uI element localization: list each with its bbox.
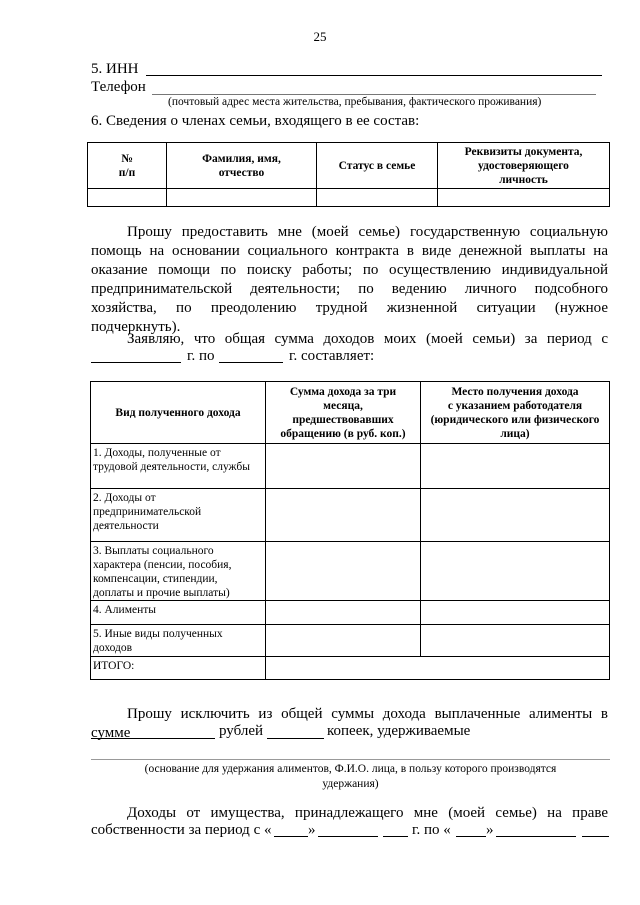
income-source-cell[interactable]: [421, 489, 610, 542]
table-row: [91, 657, 610, 680]
family-cell-number[interactable]: [88, 189, 167, 207]
table-row: [91, 489, 610, 542]
request-line: оказание помощи по поиску работы; по осуществлению индивидуальной: [91, 262, 608, 278]
property-start-day-input[interactable]: [274, 836, 308, 837]
property-start-year-input[interactable]: [383, 836, 408, 837]
request-line: Прошу предоставить мне (моей семье) государственную социальную: [127, 224, 608, 240]
request-paragraph: [91, 223, 608, 337]
income-total-cell[interactable]: [266, 657, 610, 680]
income-total-label: ИТОГО:: [91, 657, 266, 680]
income-row-label: 4. Алименты: [91, 601, 266, 625]
request-line: хозяйства, по преодолению трудной жизненной ситуации (нужное: [91, 300, 608, 316]
period-mid-label: г. по: [187, 348, 215, 364]
family-heading: 6. Сведения о членах семьи, входящего в ее состав:: [91, 113, 420, 129]
period-start-input[interactable]: [91, 362, 181, 363]
alimony-kopecks-label: копеек, удерживаемые: [327, 723, 471, 739]
income-statement: [91, 330, 608, 349]
request-line: подчеркнуть).: [91, 319, 181, 335]
property-period-start-label: собственности за период с «: [91, 822, 272, 838]
income-header-type: Вид полученного дохода: [91, 382, 266, 444]
income-source-cell[interactable]: [421, 625, 610, 657]
alimony-kopecks-input[interactable]: [267, 738, 324, 739]
income-source-cell[interactable]: [421, 601, 610, 625]
alimony-rubles-input[interactable]: [91, 738, 215, 739]
property-end-year-input[interactable]: [582, 836, 609, 837]
income-table: [90, 381, 610, 680]
income-row-label: 2. Доходы от предпринимательской деятельности: [91, 489, 266, 542]
family-header-status: Статус в семье: [317, 143, 438, 189]
family-header-number: № п/п: [88, 143, 167, 189]
income-source-cell[interactable]: [421, 542, 610, 601]
alimony-caption: (основание для удержания алиментов, Ф.И.О. лица, в пользу которого производятся удержания): [144, 763, 557, 790]
page-number: 25: [313, 29, 327, 44]
alimony-basis-input[interactable]: [91, 759, 610, 760]
alimony-rubles-label: рублей: [219, 723, 264, 739]
income-header-source: Место получения дохода с указанием работодателя (юридического или физического лица): [421, 382, 610, 444]
income-amount-cell[interactable]: [266, 601, 421, 625]
income-row-label: 5. Иные виды полученных доходов: [91, 625, 266, 657]
income-statement-line: Заявляю, что общая сумма доходов моих (моей семьи) за период с: [127, 331, 608, 347]
address-caption: (почтовый адрес места жительства, пребывания, фактического проживания): [168, 96, 542, 108]
table-row: [91, 444, 610, 489]
income-amount-cell[interactable]: [266, 625, 421, 657]
income-source-cell[interactable]: [421, 444, 610, 489]
income-amount-cell[interactable]: [266, 542, 421, 601]
income-amount-cell[interactable]: [266, 489, 421, 542]
property-start-month-input[interactable]: [318, 836, 378, 837]
period-end-input[interactable]: [219, 362, 283, 363]
family-header-document: Реквизиты документа, удостоверяющего личность: [438, 143, 610, 189]
property-end-month-input[interactable]: [496, 836, 576, 837]
request-line: помощь на основании социального контракта в виде денежной выплаты на: [91, 243, 608, 259]
inn-label: 5. ИНН: [91, 61, 139, 77]
table-row: [91, 601, 610, 625]
income-row-label: 3. Выплаты социального характера (пенсии, пособия, компенсации, стипендии, доплаты и прочие выплаты): [91, 542, 266, 601]
income-amount-cell[interactable]: [266, 444, 421, 489]
phone-label: Телефон: [91, 79, 146, 95]
property-income: [91, 804, 608, 823]
income-row-label: 1. Доходы, полученные от трудовой деятельности, службы: [91, 444, 266, 489]
family-header-name: Фамилия, имя, отчество: [167, 143, 317, 189]
property-income-line: Доходы от имущества, принадлежащего мне (моей семье) на праве: [127, 805, 608, 821]
alimony-line: Прошу исключить из общей суммы дохода выплаченные алименты в сумме: [91, 706, 608, 741]
table-row: [91, 625, 610, 657]
property-period-mid-label: г. по «: [412, 822, 451, 838]
family-cell-name[interactable]: [167, 189, 317, 207]
family-table: [87, 142, 610, 207]
family-cell-document[interactable]: [438, 189, 610, 207]
phone-input-line[interactable]: [152, 94, 596, 95]
period-end-label: г. составляет:: [289, 348, 375, 364]
family-cell-status[interactable]: [317, 189, 438, 207]
table-row: [91, 542, 610, 601]
request-line: предпринимательской деятельности; по ведению личного подсобного: [91, 281, 608, 297]
inn-input-line[interactable]: [146, 75, 602, 76]
property-end-day-input[interactable]: [456, 836, 486, 837]
income-header-amount: Сумма дохода за три месяца, предшествовавших обращению (в руб. коп.): [266, 382, 421, 444]
